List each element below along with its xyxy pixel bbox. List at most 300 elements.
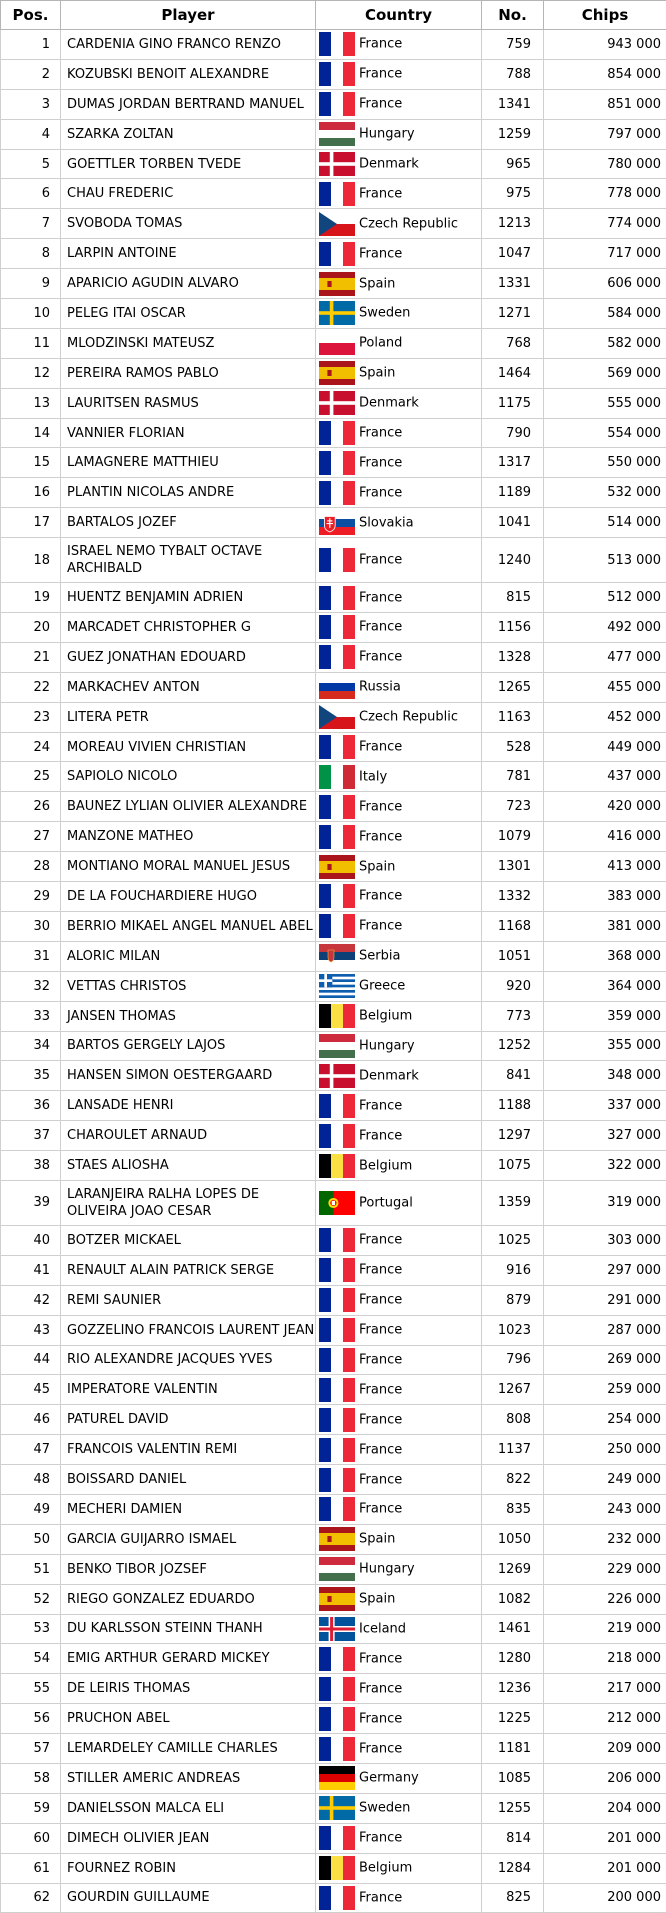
country-name: Serbia [359,949,400,964]
player-number: 773 [482,1001,544,1031]
player-number: 1163 [482,702,544,732]
flag-fr-icon [319,914,355,938]
player-name: MLODZINSKI MATEUSZ [61,328,316,358]
player-number: 814 [482,1823,544,1853]
player-name: LARANJEIRA RALHA LOPES DE OLIVEIRA JOAO CESAR [61,1180,316,1225]
country-cell [316,792,482,822]
country-cell [316,1121,482,1151]
flag-fr-icon [319,1647,355,1671]
row-pos: 27 [1,822,61,852]
chip-count: 254 000 [544,1405,666,1435]
country-cell [316,1180,482,1225]
flag-fr-icon [319,1438,355,1462]
country-name: Spain [359,1592,395,1607]
table-row [1,239,666,269]
chip-count: 383 000 [544,882,666,912]
country-cell [316,1823,482,1853]
country-cell [316,538,482,583]
country-name: France [359,1263,402,1278]
row-pos: 60 [1,1823,61,1853]
country-name: France [359,829,402,844]
player-name: GARCIA GUIJARRO ISMAEL [61,1524,316,1554]
flag-fr-icon [319,182,355,206]
flag-se-icon [319,301,355,325]
flag-fr-icon [319,1737,355,1761]
player-number: 788 [482,59,544,89]
country-cell [316,1315,482,1345]
flag-fr-icon [319,1497,355,1521]
row-pos: 52 [1,1584,61,1614]
chip-count: 359 000 [544,1001,666,1031]
country-name: France [359,485,402,500]
flag-fr-icon [319,1408,355,1432]
player-number: 1328 [482,642,544,672]
table-row [1,508,666,538]
table-row [1,1435,666,1465]
table-row [1,852,666,882]
player-name: DIMECH OLIVIER JEAN [61,1823,316,1853]
player-number: 1331 [482,269,544,299]
row-pos: 3 [1,89,61,119]
player-name: BENKO TIBOR JOZSEF [61,1554,316,1584]
country-cell [316,1435,482,1465]
player-name: CARDENIA GINO FRANCO RENZO [61,30,316,60]
chip-count: 209 000 [544,1734,666,1764]
country-name: France [359,1323,402,1338]
flag-fr-icon [319,1886,355,1910]
country-name: Belgium [359,1009,412,1024]
row-pos: 37 [1,1121,61,1151]
flag-fr-icon [319,242,355,266]
flag-fr-icon [319,795,355,819]
chip-count: 437 000 [544,762,666,792]
player-number: 1359 [482,1180,544,1225]
flag-es-icon [319,361,355,385]
country-name: Spain [359,366,395,381]
chip-count: 774 000 [544,209,666,239]
row-pos: 29 [1,882,61,912]
player-number: 1213 [482,209,544,239]
chip-count: 606 000 [544,269,666,299]
chip-count: 513 000 [544,538,666,583]
table-row [1,1644,666,1674]
row-pos: 57 [1,1734,61,1764]
header-country: Country [316,1,482,30]
table-row [1,1793,666,1823]
row-pos: 19 [1,583,61,613]
country-name: France [359,1472,402,1487]
player-number: 1317 [482,448,544,478]
country-name: Poland [359,336,402,351]
country-name: France [359,1831,402,1846]
table-row [1,1494,666,1524]
flag-fr-icon [319,586,355,610]
chip-count: 201 000 [544,1853,666,1883]
player-number: 1461 [482,1614,544,1644]
country-name: Spain [359,276,395,291]
player-name: STAES ALIOSHA [61,1151,316,1181]
player-name: DE LEIRIS THOMAS [61,1674,316,1704]
table-row [1,149,666,179]
flag-es-icon [319,1587,355,1611]
player-name: APARICIO AGUDIN ALVARO [61,269,316,299]
country-name: Germany [359,1771,419,1786]
chip-count: 532 000 [544,478,666,508]
country-name: France [359,1681,402,1696]
table-row [1,1315,666,1345]
flag-cz-icon [319,705,355,729]
player-number: 1332 [482,882,544,912]
player-name: GOURDIN GUILLAUME [61,1883,316,1913]
flag-fr-icon [319,884,355,908]
flag-is-icon [319,1617,355,1641]
flag-cz-icon [319,212,355,236]
chip-count: 413 000 [544,852,666,882]
row-pos: 44 [1,1345,61,1375]
country-name: France [359,590,402,605]
player-name: LAURITSEN RASMUS [61,388,316,418]
table-row [1,1061,666,1091]
country-cell [316,209,482,239]
row-pos: 14 [1,418,61,448]
chip-count: 297 000 [544,1255,666,1285]
country-cell [316,1031,482,1061]
table-row [1,1091,666,1121]
country-cell [316,269,482,299]
chip-count: 717 000 [544,239,666,269]
player-name: PELEG ITAI OSCAR [61,299,316,329]
player-name: PATUREL DAVID [61,1405,316,1435]
flag-es-icon [319,855,355,879]
table-row [1,1614,666,1644]
flag-dk-icon [319,391,355,415]
chip-count: 218 000 [544,1644,666,1674]
player-number: 1284 [482,1853,544,1883]
chip-count: 201 000 [544,1823,666,1853]
table-row [1,1405,666,1435]
chip-count: 780 000 [544,149,666,179]
flag-fr-icon [319,1094,355,1118]
flag-de-icon [319,1766,355,1790]
flag-pt-icon [319,1191,355,1215]
table-row [1,941,666,971]
player-name: GOETTLER TORBEN TVEDE [61,149,316,179]
row-pos: 46 [1,1405,61,1435]
row-pos: 59 [1,1793,61,1823]
player-name: PLANTIN NICOLAS ANDRE [61,478,316,508]
chip-count: 243 000 [544,1494,666,1524]
flag-fr-icon [319,1228,355,1252]
player-name: CHAU FREDERIC [61,179,316,209]
country-cell [316,1255,482,1285]
row-pos: 58 [1,1763,61,1793]
player-number: 1085 [482,1763,544,1793]
player-name: BARTOS GERGELY LAJOS [61,1031,316,1061]
chip-count: 200 000 [544,1883,666,1913]
country-cell [316,1734,482,1764]
flag-fr-icon [319,1468,355,1492]
chip-count: 287 000 [544,1315,666,1345]
row-pos: 35 [1,1061,61,1091]
chip-count: 381 000 [544,911,666,941]
country-cell [316,418,482,448]
player-name: BOTZER MICKAEL [61,1225,316,1255]
player-name: PEREIRA RAMOS PABLO [61,358,316,388]
player-name: ISRAEL NEMO TYBALT OCTAVE ARCHIBALD [61,538,316,583]
player-name: DUMAS JORDAN BERTRAND MANUEL [61,89,316,119]
country-name: France [359,1352,402,1367]
country-name: Spain [359,859,395,874]
country-cell [316,508,482,538]
table-row [1,762,666,792]
country-cell [316,1061,482,1091]
flag-ru-icon [319,675,355,699]
chip-count: 851 000 [544,89,666,119]
country-name: Greece [359,979,405,994]
row-pos: 38 [1,1151,61,1181]
player-name: SVOBODA TOMAS [61,209,316,239]
header-pos: Pos. [1,1,61,30]
country-cell [316,239,482,269]
country-name: France [359,186,402,201]
row-pos: 43 [1,1315,61,1345]
flag-fr-icon [319,1288,355,1312]
flag-sk-icon [319,511,355,535]
player-name: MECHERI DAMIEN [61,1494,316,1524]
player-number: 965 [482,149,544,179]
country-cell [316,941,482,971]
row-pos: 53 [1,1614,61,1644]
country-cell [316,1151,482,1181]
flag-fr-icon [319,1378,355,1402]
flag-fr-icon [319,645,355,669]
player-number: 1464 [482,358,544,388]
row-pos: 22 [1,672,61,702]
chip-count: 555 000 [544,388,666,418]
player-number: 1236 [482,1674,544,1704]
chip-count: 416 000 [544,822,666,852]
country-cell [316,1883,482,1913]
chip-count: 319 000 [544,1180,666,1225]
table-row [1,583,666,613]
table-row [1,1345,666,1375]
country-name: France [359,650,402,665]
table-row [1,59,666,89]
flag-gr-icon [319,974,355,998]
player-number: 975 [482,179,544,209]
country-name: France [359,1711,402,1726]
flag-fr-icon [319,615,355,639]
chip-count: 582 000 [544,328,666,358]
player-name: BARTALOS JOZEF [61,508,316,538]
table-row [1,1704,666,1734]
table-row [1,1151,666,1181]
country-cell [316,119,482,149]
country-name: France [359,37,402,52]
table-row [1,613,666,643]
country-name: Hungary [359,127,415,142]
chip-count: 492 000 [544,613,666,643]
chip-count: 550 000 [544,448,666,478]
player-number: 841 [482,1061,544,1091]
row-pos: 21 [1,642,61,672]
country-cell [316,1225,482,1255]
country-name: France [359,1651,402,1666]
table-row [1,822,666,852]
row-pos: 6 [1,179,61,209]
flag-fr-icon [319,1707,355,1731]
player-number: 768 [482,328,544,358]
player-name: LANSADE HENRI [61,1091,316,1121]
country-name: France [359,1293,402,1308]
player-number: 1051 [482,941,544,971]
row-pos: 13 [1,388,61,418]
player-name: HANSEN SIMON OESTERGAARD [61,1061,316,1091]
player-number: 1079 [482,822,544,852]
row-pos: 26 [1,792,61,822]
country-cell [316,358,482,388]
table-row [1,388,666,418]
country-cell [316,1614,482,1644]
row-pos: 25 [1,762,61,792]
chip-count: 778 000 [544,179,666,209]
chip-count: 452 000 [544,702,666,732]
country-name: France [359,1098,402,1113]
chip-count: 229 000 [544,1554,666,1584]
chip-count: 226 000 [544,1584,666,1614]
player-name: MONTIANO MORAL MANUEL JESUS [61,852,316,882]
player-number: 815 [482,583,544,613]
table-row [1,1734,666,1764]
country-name: France [359,1233,402,1248]
country-name: France [359,740,402,755]
table-row [1,30,666,60]
player-name: EMIG ARTHUR GERARD MICKEY [61,1644,316,1674]
country-cell [316,1285,482,1315]
header-chips: Chips [544,1,666,30]
country-name: France [359,1890,402,1905]
chip-count: 584 000 [544,299,666,329]
player-number: 1240 [482,538,544,583]
player-number: 1168 [482,911,544,941]
row-pos: 2 [1,59,61,89]
table-row [1,1255,666,1285]
player-name: FRANCOIS VALENTIN REMI [61,1435,316,1465]
country-name: Hungary [359,1038,415,1053]
table-row [1,1285,666,1315]
country-cell [316,388,482,418]
country-name: France [359,620,402,635]
chip-count: 368 000 [544,941,666,971]
chip-count: 943 000 [544,30,666,60]
flag-hu-icon [319,1557,355,1581]
player-number: 1047 [482,239,544,269]
country-name: Russia [359,680,401,695]
player-name: REMI SAUNIER [61,1285,316,1315]
player-number: 1225 [482,1704,544,1734]
country-name: France [359,889,402,904]
table-row [1,672,666,702]
player-number: 835 [482,1494,544,1524]
table-row [1,702,666,732]
table-row [1,1001,666,1031]
row-pos: 28 [1,852,61,882]
country-name: France [359,1502,402,1517]
row-pos: 47 [1,1435,61,1465]
table-row [1,119,666,149]
player-name: STILLER AMERIC ANDREAS [61,1763,316,1793]
chip-count: 514 000 [544,508,666,538]
country-name: Iceland [359,1621,406,1636]
player-number: 1189 [482,478,544,508]
player-number: 920 [482,971,544,1001]
chip-count: 303 000 [544,1225,666,1255]
chip-count: 477 000 [544,642,666,672]
flag-fr-icon [319,1677,355,1701]
table-row [1,911,666,941]
player-name: SAPIOLO NICOLO [61,762,316,792]
player-name: PRUCHON ABEL [61,1704,316,1734]
country-name: France [359,1442,402,1457]
chip-count: 355 000 [544,1031,666,1061]
row-pos: 39 [1,1180,61,1225]
player-name: GUEZ JONATHAN EDOUARD [61,642,316,672]
table-row [1,971,666,1001]
player-name: RENAULT ALAIN PATRICK SERGE [61,1255,316,1285]
chip-count: 212 000 [544,1704,666,1734]
flag-rs-icon [319,944,355,968]
flag-fr-icon [319,1318,355,1342]
player-number: 1341 [482,89,544,119]
country-cell [316,1375,482,1405]
player-name: VANNIER FLORIAN [61,418,316,448]
country-name: Czech Republic [359,216,458,231]
player-name: VETTAS CHRISTOS [61,971,316,1001]
country-name: Hungary [359,1562,415,1577]
table-row [1,358,666,388]
row-pos: 16 [1,478,61,508]
player-name: HUENTZ BENJAMIN ADRIEN [61,583,316,613]
player-number: 1156 [482,613,544,643]
country-cell [316,1674,482,1704]
country-cell [316,762,482,792]
chip-count: 232 000 [544,1524,666,1554]
player-name: GOZZELINO FRANCOIS LAURENT JEAN [61,1315,316,1345]
chip-count: 206 000 [544,1763,666,1793]
player-name: BERRIO MIKAEL ANGEL MANUEL ABEL [61,911,316,941]
country-name: France [359,1741,402,1756]
row-pos: 54 [1,1644,61,1674]
row-pos: 32 [1,971,61,1001]
row-pos: 15 [1,448,61,478]
country-cell [316,1494,482,1524]
player-number: 528 [482,732,544,762]
row-pos: 41 [1,1255,61,1285]
country-cell [316,328,482,358]
row-pos: 5 [1,149,61,179]
row-pos: 1 [1,30,61,60]
player-number: 1188 [482,1091,544,1121]
player-name: JANSEN THOMAS [61,1001,316,1031]
country-name: France [359,1382,402,1397]
player-number: 1075 [482,1151,544,1181]
player-number: 1252 [482,1031,544,1061]
row-pos: 30 [1,911,61,941]
table-row [1,328,666,358]
country-name: Sweden [359,1801,410,1816]
chip-count: 364 000 [544,971,666,1001]
player-name: LARPIN ANTOINE [61,239,316,269]
